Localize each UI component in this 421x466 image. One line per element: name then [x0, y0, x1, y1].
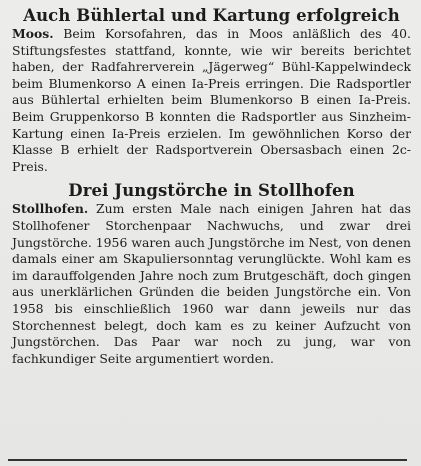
article-buehlertal-kartung	[12, 6, 411, 175]
article-dateline: Stollhofen.	[12, 201, 89, 217]
article-dateline: Moos.	[12, 26, 54, 41]
article-body	[12, 201, 411, 367]
article-body	[12, 26, 411, 175]
article-jungstoerche-stollhofen	[12, 181, 411, 367]
article-text: Beim Korsofahren, das in Moos anläßlich des 40. Stiftungsfestes stattfand, konnte, wie wir bereits berichtet haben, der Radfahrerverein „Jägerweg“ Bühl-Kappelwindeck beim Blumenkorso A einen Ia-Preis erringen. Die Radsportler aus Bühlertal erhielten beim Blumenkorso B einen Ia-Preis. Beim Gruppenkorso B konnten die Radsportler aus Sinzheim-Kartung einen Ia-Preis erzielen. Im gewöhnlichen Korso der Klasse B erhielt der Radsportverein Obersasbach einen 2c-Preis.	[12, 26, 411, 174]
article-text: Zum ersten Male nach einigen Jahren hat das Stollhofener Storchenpaar Nachwuchs, und zwar drei Jungstörche. 1956 waren auch Jungstörche im Nest, von denen damals einer am Skapuliersonntag verunglückte. Wohl kam es im darauffolgenden Jahre noch zum Brutgeschäft, doch gingen aus unerklärlichen Gründen die beiden Jungstörche ein. Von 1958 bis einschließlich 1960 war dann jeweils nur das Storchennest belegt, doch kam es zu keiner Aufzucht von Jungstörchen. Das Paar war noch zu jung, war von fachkundiger Seite argumentiert worden.	[12, 201, 411, 366]
article-headline: Drei Jungstörche in Stollhofen	[68, 181, 355, 201]
column-divider-rule	[8, 459, 407, 461]
article-headline: Auch Bühlertal und Kartung erfolgreich	[23, 6, 400, 25]
